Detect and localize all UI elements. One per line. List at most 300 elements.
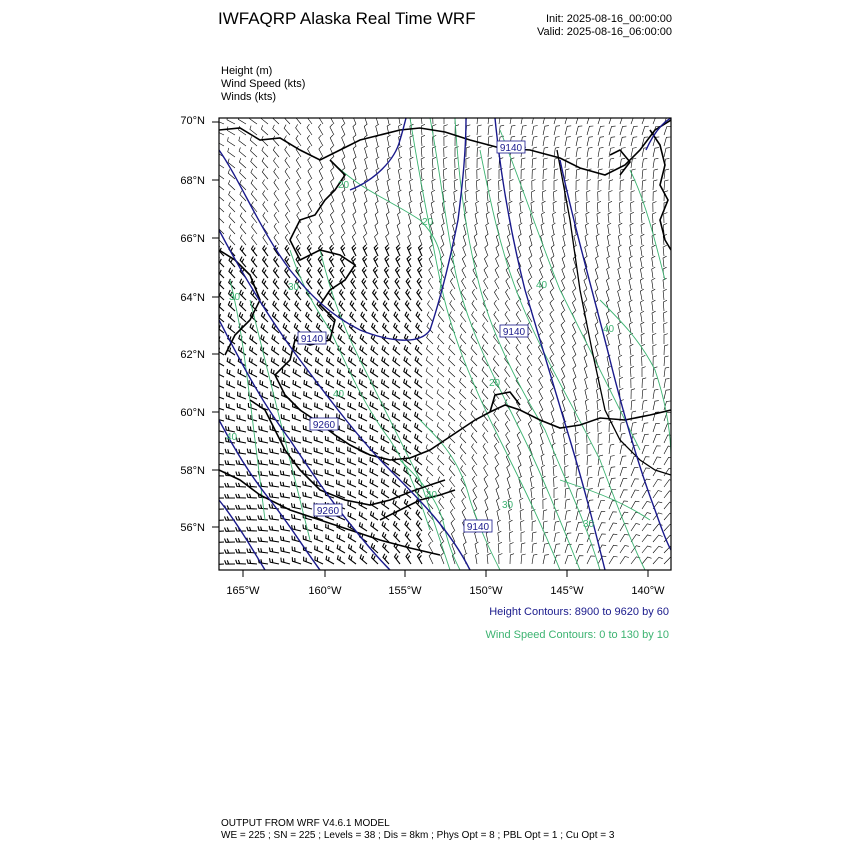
wind-barb [552, 432, 555, 443]
wind-barb [509, 190, 513, 201]
wind-barb [642, 535, 651, 542]
wind-barb [531, 487, 535, 498]
wind-barb [426, 390, 433, 399]
wind-barb [496, 476, 500, 487]
wind-barb [475, 223, 478, 234]
wind-barb [542, 212, 545, 223]
wind-barb [488, 147, 492, 157]
wind-barb [510, 554, 514, 564]
wind-barb [303, 448, 312, 454]
wind-barb [595, 278, 598, 289]
wind-barb [653, 180, 657, 190]
wind-barb [573, 355, 576, 366]
wind-barb [562, 278, 566, 289]
wind-barb [326, 556, 334, 564]
wind-barb [262, 158, 268, 168]
wind-barb [437, 411, 444, 421]
wind-barb [484, 267, 488, 278]
wind-barb [398, 168, 402, 179]
wind-barb [471, 400, 477, 410]
init-time: Init: 2025-08-16_00:00:00 [546, 13, 672, 25]
wind-barb [386, 223, 389, 234]
wind-label: 40 [426, 490, 438, 501]
wind-barb [337, 368, 345, 377]
wind-barb [516, 366, 521, 377]
wind-barb [303, 503, 312, 509]
wind-barb [308, 179, 312, 190]
wind-barb [664, 367, 669, 377]
wind-barb [465, 190, 469, 201]
wind-barb [607, 245, 610, 256]
wind-barb [280, 482, 290, 487]
wind-barb [247, 516, 257, 520]
wind-barb [653, 479, 662, 487]
wind-barb [563, 234, 566, 245]
wind-barb [527, 366, 532, 377]
wind-barb [640, 300, 644, 311]
wind-barb [575, 432, 579, 443]
wind-barb [521, 520, 525, 531]
wind-barb [597, 223, 600, 234]
wind-barb [483, 311, 488, 322]
wind-barb [247, 494, 257, 498]
height-label-text: 9260 [312, 420, 336, 431]
wind-barb [510, 180, 514, 191]
wind-barb [274, 256, 279, 267]
wind-barb [348, 490, 356, 498]
wind-barb [565, 169, 569, 179]
wind-barb [550, 344, 554, 355]
wind-barb [415, 445, 422, 454]
wind-barb [561, 333, 565, 344]
wind-barb [365, 157, 368, 168]
wind-barb [227, 127, 235, 136]
wind-barb [641, 234, 645, 245]
wind-barb [282, 403, 290, 410]
wind-barb [528, 289, 532, 300]
wind-barb [607, 267, 610, 278]
wind-barb [496, 245, 499, 256]
wind-barb [384, 278, 389, 289]
wind-barb [565, 499, 570, 509]
wind-barb [406, 278, 411, 289]
wind-barb [284, 114, 290, 124]
wind-barb [595, 267, 598, 278]
wind-barb [631, 535, 640, 542]
wind-barb [359, 413, 367, 421]
wind-barb [274, 201, 279, 212]
wind-barb [631, 524, 640, 532]
wind-barb [392, 412, 400, 421]
wind-barb [472, 311, 477, 322]
wind-barb [331, 201, 335, 212]
wind-barb [258, 537, 268, 542]
wind-barb [554, 544, 560, 553]
wind-barb [370, 457, 378, 465]
wind-barb [498, 531, 502, 542]
wind-barb [262, 136, 268, 146]
wind-barb [607, 234, 610, 245]
wind-barb [518, 465, 521, 476]
wind-barb [248, 426, 257, 432]
wind-barb [572, 333, 576, 344]
wind-barb [653, 333, 657, 344]
wind-barb [543, 158, 548, 168]
wind-barb [510, 169, 514, 179]
wind-barb [240, 246, 246, 256]
wind-barb [664, 356, 669, 366]
wind-barb [520, 498, 524, 509]
wind-barb [630, 223, 634, 234]
wind-barb [550, 311, 554, 322]
wind-barb [587, 466, 592, 476]
wind-barb [664, 148, 670, 157]
wind-barb [240, 213, 246, 223]
wind-barb [482, 389, 488, 399]
wind-barb [471, 345, 477, 355]
wind-barb [247, 559, 257, 564]
wind-barb [631, 411, 636, 421]
wind-barb [641, 322, 645, 333]
wind-barb [463, 531, 466, 542]
wind-barb [496, 487, 499, 498]
wind-barb [227, 392, 235, 399]
wind-barb [331, 168, 334, 179]
wind-barb [427, 312, 433, 322]
wind-barb [618, 333, 621, 344]
wind-barb [330, 212, 334, 223]
wind-barb [421, 135, 425, 146]
wind-barb [351, 278, 356, 289]
wind-barb [395, 289, 400, 300]
wind-barb [284, 125, 290, 135]
wind-barb [363, 245, 367, 256]
wind-barb [664, 558, 674, 565]
wind-barb [516, 344, 521, 355]
wind-barb [306, 312, 312, 322]
wind-barb [282, 369, 290, 377]
wind-barb [506, 267, 510, 278]
wind-barb [450, 289, 455, 300]
wind-barb [405, 521, 411, 531]
wind-barb [308, 201, 312, 212]
wind-barb [494, 410, 499, 421]
wind-barb [307, 135, 312, 146]
wind-barb [488, 169, 492, 180]
wind-barb [516, 311, 521, 322]
wind-barb [251, 191, 257, 201]
wind-barb [258, 548, 268, 553]
wind-barb [371, 511, 379, 520]
wind-barb [426, 412, 433, 421]
wind-barb [471, 356, 477, 366]
wind-barb [227, 380, 235, 388]
wind-barb [629, 267, 632, 278]
lon-label: 160°W [308, 585, 342, 597]
wind-barb [564, 443, 568, 454]
wind-barb [342, 190, 345, 201]
wind-barb [404, 379, 411, 388]
wind-barb [348, 402, 356, 410]
wind-barb [398, 212, 401, 223]
wind-barb [415, 345, 422, 355]
wind-barb [352, 245, 356, 256]
wind-barb [598, 433, 602, 443]
wind-barb [269, 548, 279, 554]
wind-barb [466, 136, 470, 146]
wind-barb [449, 466, 455, 476]
wind-barb [281, 547, 290, 553]
wind-barb [542, 190, 546, 201]
wind-barb [488, 158, 492, 168]
wind-barb [415, 368, 422, 377]
wind-barb [539, 388, 543, 399]
wind-barb [466, 125, 470, 135]
wind-barb [439, 300, 444, 311]
wind-barb [528, 421, 532, 432]
wind-barb [285, 168, 290, 179]
wind-barb [304, 391, 312, 399]
height-label [500, 325, 528, 338]
height-label-text: 9260 [316, 506, 340, 517]
wind-barb [353, 124, 356, 135]
wind-barb [532, 169, 536, 179]
wind-barb [505, 344, 510, 355]
wind-barb [360, 544, 367, 553]
wind-barb [429, 267, 433, 278]
wind-barb [375, 234, 379, 245]
wind-barb [598, 523, 606, 531]
wind-barb [541, 454, 544, 465]
wind-barb [307, 256, 312, 267]
wind-barb [543, 115, 549, 124]
wind-barb [386, 234, 389, 245]
wind-barb [460, 411, 466, 421]
wind-barb [273, 136, 279, 146]
wind-barb [505, 366, 510, 377]
wind-barb [561, 300, 565, 311]
wind-barb [505, 377, 510, 388]
wind-barb [629, 289, 632, 300]
wind-barb [443, 179, 447, 190]
wind-barb [507, 245, 510, 256]
wind-barb [330, 124, 334, 135]
wind-barb [362, 278, 367, 289]
wind-barb [274, 158, 280, 169]
wind-barb [408, 234, 411, 245]
wind-barb [437, 367, 444, 377]
wind-barb [249, 357, 257, 366]
wind-barb [262, 279, 268, 289]
wind-barb [609, 444, 614, 454]
wind-barb [554, 115, 560, 124]
wind-barb [240, 169, 246, 179]
wind-barb [494, 300, 499, 311]
wind-barb [652, 267, 656, 278]
wind-barb [272, 335, 279, 344]
wind-barb [493, 356, 499, 366]
wind-barb [281, 558, 290, 564]
wind-barb [314, 447, 323, 454]
wind-barb [598, 191, 602, 202]
wind-barb [539, 377, 543, 388]
wind-barb [348, 436, 356, 444]
wind-barb [576, 533, 583, 542]
wind-barb [438, 345, 445, 355]
wind-barb [292, 414, 301, 421]
wind-barb [315, 556, 323, 564]
wind-barb [263, 256, 268, 267]
wind-barb [340, 267, 345, 278]
wind-barb [426, 345, 433, 355]
wind-barb [349, 357, 356, 366]
wind-barb [348, 469, 356, 477]
valid-time: Valid: 2025-08-16_06:00:00 [537, 26, 672, 38]
wind-barb [507, 256, 511, 267]
wind-barb [359, 490, 367, 498]
wind-barb [371, 368, 379, 377]
wind-barb [448, 378, 455, 388]
lon-label: 140°W [631, 585, 665, 597]
wind-barb [259, 437, 268, 443]
wind-barb [419, 245, 423, 256]
wind-barb [258, 515, 268, 520]
wind-barb [475, 542, 478, 553]
wind-barb [519, 223, 522, 234]
wind-barb [417, 278, 422, 289]
wind-barb [484, 476, 488, 487]
wind-barb [506, 289, 511, 300]
wind-barb [387, 201, 390, 212]
wind-barb [238, 380, 246, 388]
wind-barb [575, 212, 579, 223]
wind-barb [539, 355, 544, 366]
wind-barb [225, 449, 235, 454]
wind-barb [587, 115, 594, 124]
wind-barb [416, 521, 422, 532]
wind-barb [472, 289, 477, 300]
wind-barb [608, 399, 612, 410]
wind-barb [337, 380, 345, 388]
height-label [464, 520, 492, 533]
wind-barb [663, 300, 667, 311]
wind-label: 40 [536, 280, 548, 291]
wind-barb [653, 446, 661, 454]
wind-barb [273, 301, 279, 311]
wind-barb [327, 357, 335, 366]
wind-barb [562, 245, 565, 256]
wind-barb [315, 535, 323, 542]
wind-barb [587, 190, 591, 201]
wind-barb [216, 380, 224, 388]
wind-barb [303, 481, 312, 487]
wind-barb [393, 345, 400, 355]
wind-barb [554, 126, 560, 135]
wind-barb [576, 147, 581, 157]
wind-barb [441, 553, 444, 564]
wind-barb [318, 278, 323, 289]
wind-barb [396, 267, 401, 278]
wind-barb [521, 115, 527, 124]
wind-barb [640, 267, 643, 278]
wind-barb [506, 432, 510, 443]
wind-barb [392, 401, 400, 410]
wind-barb [652, 300, 656, 311]
wind-barb [620, 557, 629, 565]
wind-barb [381, 446, 389, 454]
wind-barb [225, 460, 235, 465]
wind-barb [454, 190, 458, 201]
wind-barb [663, 289, 667, 300]
wind-barb [382, 521, 389, 531]
wind-barb [337, 469, 346, 476]
wind-barb [297, 168, 302, 179]
wind-barb [415, 401, 422, 410]
lat-label: 70°N [180, 115, 205, 127]
wind-barb [258, 460, 268, 465]
wind-label: 20 [338, 180, 350, 191]
wind-barb [554, 476, 558, 487]
wind-barb [404, 368, 411, 377]
wind-barb [337, 447, 346, 454]
wind-barb [437, 422, 444, 432]
wind-barb [642, 378, 646, 388]
wind-barb [426, 401, 433, 410]
wind-barb [539, 311, 543, 322]
height-label [497, 141, 525, 154]
wind-barb [609, 158, 614, 168]
wind-barb [417, 301, 423, 312]
wind-barb [292, 557, 301, 564]
wind-barb [305, 346, 312, 355]
wind-barb [664, 126, 671, 135]
wind-barb [565, 466, 569, 477]
wind-barb [326, 368, 334, 377]
wind-barb [375, 201, 378, 212]
wind-barb [293, 391, 301, 399]
wind-barb [217, 191, 224, 201]
wind-barb [653, 389, 658, 399]
wind-barb [596, 234, 599, 245]
wind-barb [341, 124, 345, 135]
wind-barb [285, 223, 290, 234]
wind-barb [664, 323, 668, 334]
wind-barb [507, 234, 510, 245]
wind-barb [373, 267, 378, 278]
wind-barb [664, 390, 670, 399]
wind-barb [561, 311, 565, 322]
wind-barb [387, 146, 390, 157]
wind-barb [404, 434, 412, 443]
wind-barb [397, 223, 400, 234]
wind-barb [308, 190, 312, 201]
wind-barb [227, 116, 235, 124]
wind-barb [641, 333, 645, 344]
wind-barb [532, 543, 537, 553]
wind-barb [551, 399, 554, 410]
wind-barb [285, 190, 290, 201]
wind-barb [585, 399, 588, 410]
wind-barb [375, 212, 378, 223]
wind-barb [376, 124, 379, 135]
wind-barb [576, 169, 580, 179]
wind-barb [587, 477, 592, 487]
wind-barb [532, 521, 536, 531]
wind-barb [587, 444, 591, 454]
wind-barb [417, 289, 422, 300]
wind-barb [359, 479, 367, 487]
wind-barb [463, 542, 466, 553]
